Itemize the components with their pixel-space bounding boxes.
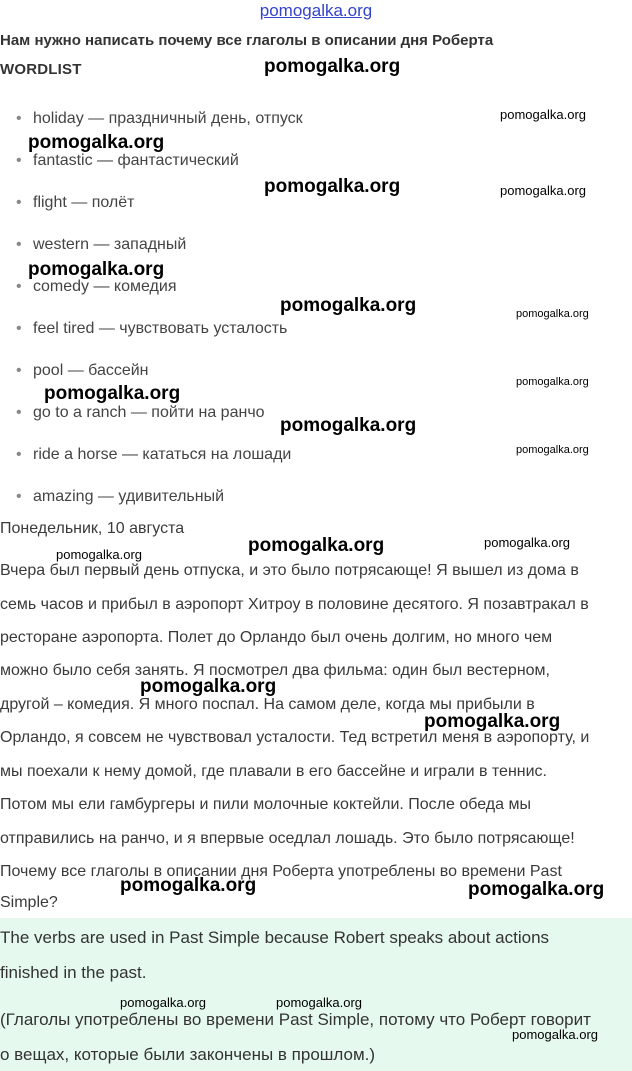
watermark: pomogalka.org	[28, 132, 165, 153]
watermark: pomogalka.org	[516, 308, 589, 320]
diary-line: Потом мы ели гамбургеры и пили молочные коктейли. После обеда мы	[0, 796, 531, 813]
answer-line: (Глаголы употреблены во времени Past Simple, потому что Роберт говорит	[0, 1010, 591, 1029]
list-item: • holiday — праздничный день, отпуск	[16, 110, 303, 127]
list-item: • comedy — комедия	[16, 278, 177, 295]
watermark: pomogalka.org	[44, 383, 181, 404]
watermark: pomogalka.org	[264, 56, 401, 77]
bullet-icon: •	[16, 320, 22, 337]
watermark: pomogalka.org	[120, 995, 206, 1010]
watermark: pomogalka.org	[516, 376, 589, 388]
diary-line: можно было себя занять. Я посмотрел два фильма: один был вестерном,	[0, 662, 550, 679]
list-item: • flight — полёт	[16, 194, 135, 211]
watermark: pomogalka.org	[280, 295, 417, 316]
bullet-icon: •	[16, 446, 22, 463]
diary-line: другой – комедия. Я много поспал. На самом деле, когда мы прибыли в	[0, 696, 535, 713]
bullet-icon: •	[16, 278, 22, 295]
watermark: pomogalka.org	[264, 176, 401, 197]
wordlist-heading: WORDLIST	[0, 61, 82, 78]
watermark: pomogalka.org	[468, 879, 605, 900]
diary-line: отправились на ранчо, и я впервые оседлал лошадь. Это было потрясающе!	[0, 830, 575, 847]
watermark: pomogalka.org	[484, 535, 570, 550]
list-item: • go to a ranch — пойти на ранчо	[16, 404, 265, 421]
list-item: • fantastic — фантастический	[16, 152, 239, 169]
diary-line: Орландо, я совсем не чувствовал усталости. Тед встретил меня в аэропорту, и	[0, 729, 590, 746]
bullet-icon: •	[16, 404, 22, 421]
list-item: • pool — бассейн	[16, 362, 149, 379]
diary-line: Вчера был первый день отпуска, и это было потрясающе! Я вышел из дома в	[0, 562, 579, 579]
watermark: pomogalka.org	[56, 547, 142, 562]
site-header-link[interactable]: pomogalka.org	[259, 1, 373, 20]
diary-line: мы поехали к нему домой, где плавали в его бассейне и играли в теннис.	[0, 763, 547, 780]
list-item: • western — западный	[16, 236, 187, 253]
bullet-icon: •	[16, 152, 22, 169]
list-item: • amazing — удивительный	[16, 488, 225, 505]
bullet-icon: •	[16, 236, 22, 253]
diary-line: Почему все глаголы в описании дня Роберта употреблены во времени Past	[0, 863, 562, 880]
bullet-icon: •	[16, 110, 22, 127]
list-item: • feel tired — чувствовать усталость	[16, 320, 288, 337]
answer-line: о вещах, которые были закончены в прошлом.)	[0, 1045, 376, 1064]
watermark: pomogalka.org	[28, 259, 165, 280]
diary-line: семь часов и прибыл в аэропорт Хитроу в половине десятого. Я позавтракал в	[0, 596, 589, 613]
watermark: pomogalka.org	[516, 444, 589, 456]
bullet-icon: •	[16, 362, 22, 379]
watermark: pomogalka.org	[500, 107, 586, 122]
watermark: pomogalka.org	[140, 676, 277, 697]
watermark: pomogalka.org	[512, 1027, 598, 1042]
diary-line: ресторане аэропорта. Полет до Орландо был очень долгим, но много чем	[0, 629, 553, 646]
watermark: pomogalka.org	[280, 415, 417, 436]
bullet-icon: •	[16, 194, 22, 211]
watermark: pomogalka.org	[424, 711, 561, 732]
watermark: pomogalka.org	[500, 183, 586, 198]
list-item: • ride a horse — кататься на лошади	[16, 446, 292, 463]
diary-date: Понедельник, 10 августа	[0, 520, 185, 537]
watermark: pomogalka.org	[276, 995, 362, 1010]
watermark: pomogalka.org	[120, 875, 257, 896]
watermark: pomogalka.org	[248, 535, 385, 556]
bullet-icon: •	[16, 488, 22, 505]
diary-line: Simple?	[0, 894, 58, 911]
answer-line: The verbs are used in Past Simple because Robert speaks about actions	[0, 928, 550, 947]
question-title: Нам нужно написать почему все глаголы в описании дня Роберта	[0, 32, 494, 49]
answer-line: finished in the past.	[0, 963, 147, 982]
